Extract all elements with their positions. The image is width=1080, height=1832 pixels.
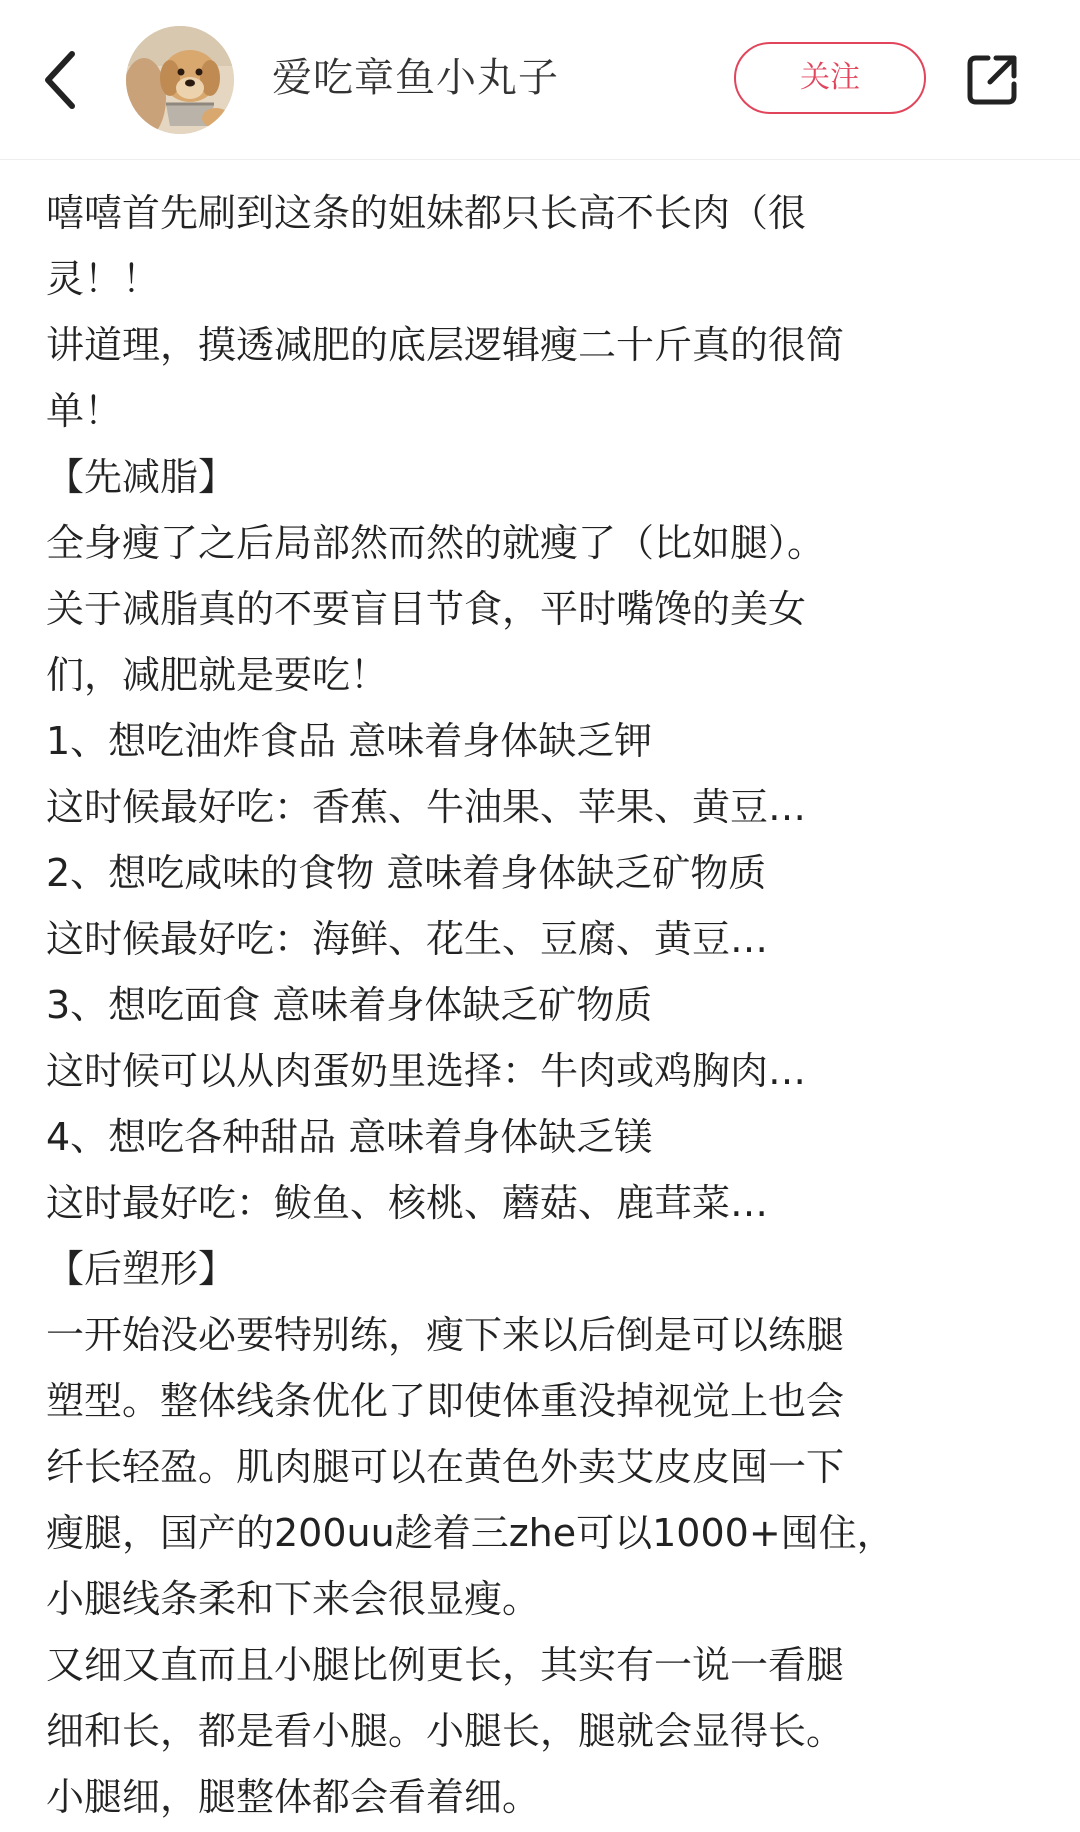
share-external-icon	[962, 50, 1022, 110]
post-text-line: 灵！！	[46, 257, 161, 301]
post-text-line: 这时候可以从肉蛋奶里选择：牛肉或鸡胸肉…	[46, 1049, 807, 1093]
post-text-line: 又细又直而且小腿比例更长，其实有一说一看腿	[46, 1643, 845, 1687]
share-button[interactable]	[962, 50, 1022, 110]
follow-button[interactable]: 关注	[734, 42, 926, 114]
post-text-line: 全身瘦了之后局部然而然的就瘦了（比如腿）。	[46, 521, 826, 565]
username[interactable]: 爱吃章鱼小丸子	[272, 55, 559, 101]
post-text-line: 这时候最好吃：海鲜、花生、豆腐、黄豆…	[46, 917, 769, 961]
section-heading: 【后塑形】	[46, 1247, 237, 1291]
post-text-line: 这时最好吃：鲅鱼、核桃、蘑菇、鹿茸菜…	[46, 1181, 769, 1225]
post-text-line: 嘻嘻首先刷到这条的姐妹都只长高不长肉（很	[46, 191, 807, 235]
post-text-line: 2、想吃咸味的食物 意味着身体缺乏矿物质	[46, 851, 767, 895]
post-text-line: 4、想吃各种甜品 意味着身体缺乏镁	[46, 1115, 653, 1159]
post-text-line: 小腿线条柔和下来会很显瘦。	[46, 1577, 541, 1621]
post-text-line: 关于减脂真的不要盲目节食，平时嘴馋的美女	[46, 587, 807, 631]
post-text-line: 一开始没必要特别练，瘦下来以后倒是可以练腿	[46, 1313, 845, 1357]
chevron-left-icon	[40, 44, 84, 116]
top-bar	[0, 0, 1080, 160]
post-body	[46, 180, 1046, 1830]
back-button[interactable]	[40, 44, 84, 116]
section-heading: 【先减脂】	[46, 455, 237, 499]
post-text-line: 3、想吃面食 意味着身体缺乏矿物质	[46, 983, 653, 1027]
post-text-line: 瘦腿，国产的200uu趁着三zhe可以1000+囤住，	[46, 1511, 895, 1555]
post-text-line: 们，减肥就是要吃！	[46, 653, 389, 697]
post-text-line: 细和长，都是看小腿。小腿长，腿就会显得长。	[46, 1709, 845, 1753]
puppy-avatar-image	[126, 26, 234, 134]
post-text-line: 讲道理，摸透减肥的底层逻辑瘦二十斤真的很简	[46, 323, 845, 367]
post-text-line: 单！	[46, 389, 123, 433]
post-text-line: 1、想吃油炸食品 意味着身体缺乏钾	[46, 719, 653, 763]
avatar[interactable]	[126, 26, 234, 134]
post-text-line: 纤长轻盈。肌肉腿可以在黄色外卖艾皮皮囤一下	[46, 1445, 845, 1489]
post-text-line: 塑型。整体线条优化了即使体重没掉视觉上也会	[46, 1379, 845, 1423]
post-text-line: 这时候最好吃：香蕉、牛油果、苹果、黄豆…	[46, 785, 807, 829]
post-text-line: 小腿细，腿整体都会看着细。	[46, 1775, 541, 1819]
